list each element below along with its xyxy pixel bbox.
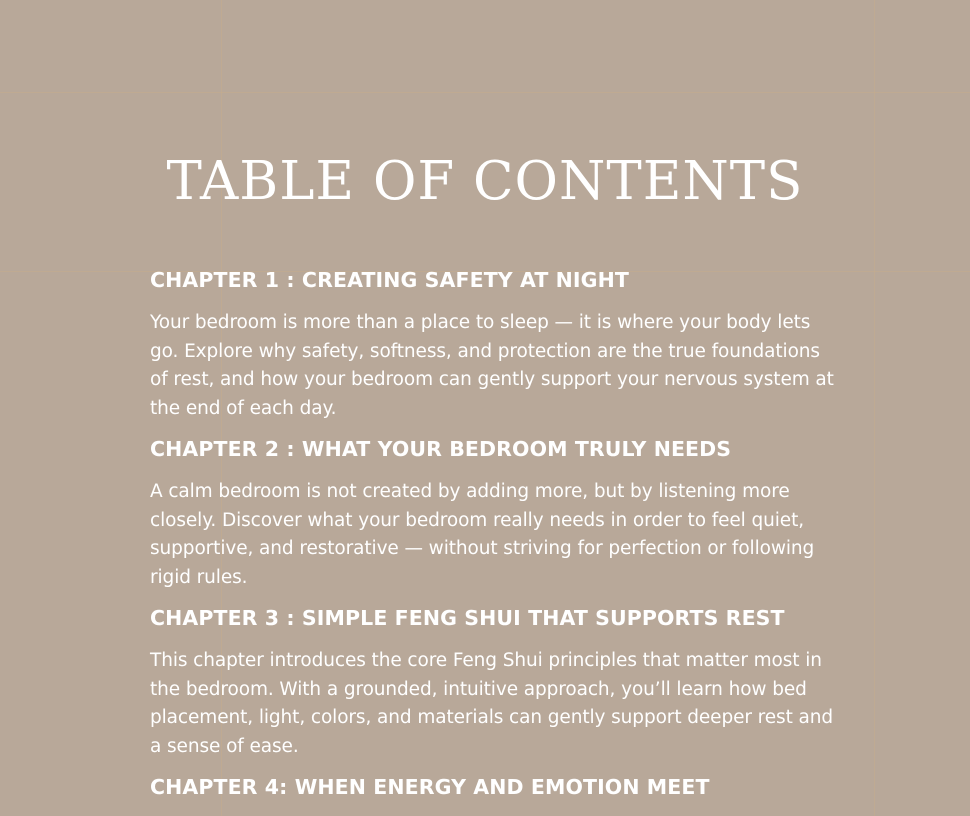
chapter-entry bbox=[150, 773, 840, 801]
chapter-entry bbox=[150, 435, 840, 592]
chapter-heading: CHAPTER 1 : CREATING SAFETY AT NIGHT bbox=[150, 268, 629, 292]
chapter-heading: CHAPTER 2 : WHAT YOUR BEDROOM TRULY NEEDS bbox=[150, 437, 732, 461]
guide-line-vertical bbox=[874, 0, 875, 816]
chapter-heading: CHAPTER 3 : SIMPLE FENG SHUI THAT SUPPORTS REST bbox=[150, 606, 785, 630]
chapter-entry bbox=[150, 266, 840, 423]
page-title: TABLE OF CONTENTS bbox=[166, 151, 804, 212]
chapter-description: A calm bedroom is not created by adding more, but by listening more closely. Discover what your bedroom really needs in order to feel quiet, supportive, and restorative — without striving for perfection or following rigid rules. bbox=[150, 481, 815, 588]
chapter-description: This chapter introduces the core Feng Shui principles that matter most in the bedroom. With a grounded, intuitive approach, you’ll learn how bed placement, light, colors, and materials can gently support deeper rest and a sense of ease. bbox=[150, 650, 834, 757]
chapter-list bbox=[150, 266, 840, 816]
chapter-heading: CHAPTER 4: WHEN ENERGY AND EMOTION MEET bbox=[150, 775, 710, 799]
chapter-description: Your bedroom is more than a place to sleep — it is where your body lets go. Explore why safety, softness, and protection are the true foundations of rest, and how your bedroom can gently support your nervous system at the end of each day. bbox=[150, 312, 834, 419]
chapter-entry bbox=[150, 604, 840, 761]
guide-line-horizontal bbox=[0, 92, 970, 93]
